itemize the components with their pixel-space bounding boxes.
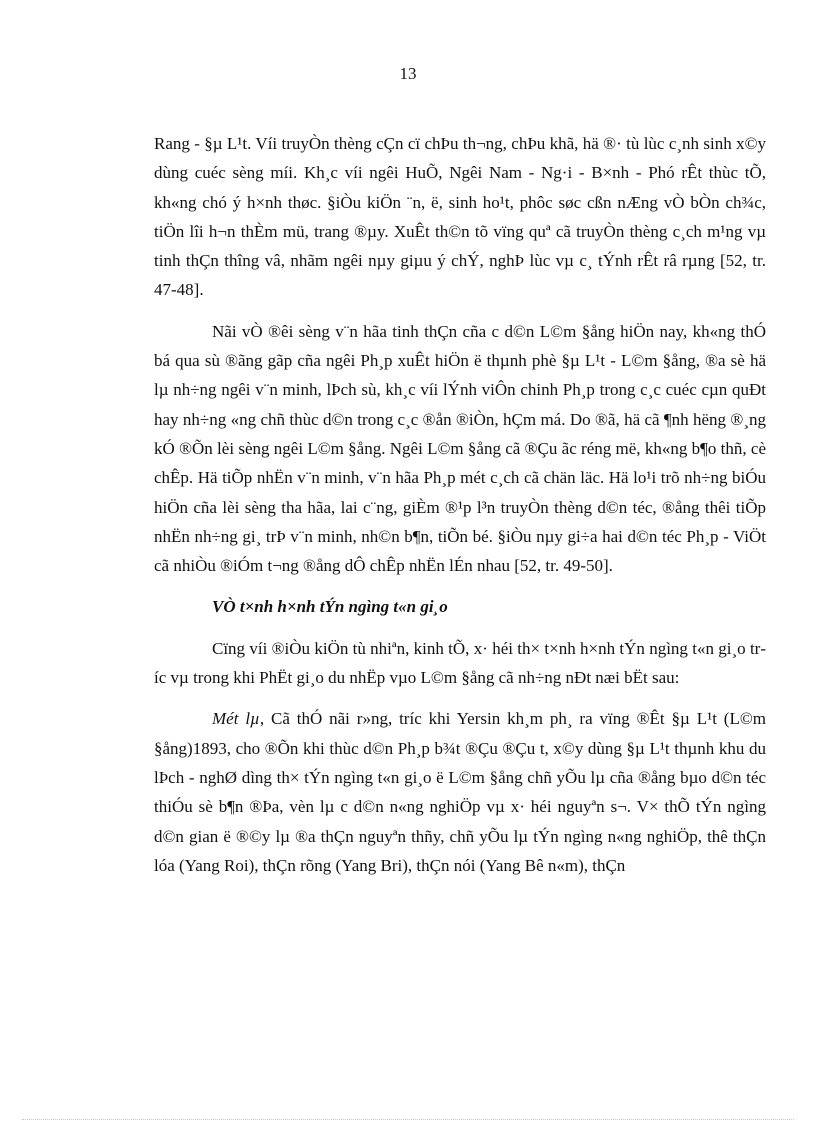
paragraph: Cïng víi ®iÒu kiÖn tù nhiªn, kinh tÕ, x· héi th× t×nh h×nh tÝn ngìng t«n gi¸o tríc vµ trong khi PhËt gi¸o du nhËp vµo L©m §ång cã nh÷ng nÐt næi bËt sau: bbox=[154, 638, 766, 688]
page-number: 13 bbox=[399, 64, 417, 83]
paragraph-lead-italic: Mét lµ bbox=[212, 709, 260, 729]
paragraph-text: , Cã thÓ nãi r»ng, tríc khi Yersin kh¸m ph¸ ra vïng ®Êt §µ L¹t (L©m §ång)1893, cho ®Õn khi thùc d©n Ph¸p b¾t ®Çu ®Çu t, x©y dùng §µ L¹t thµnh khu du lÞch - nghØ dìng th× tÝn ngìng t«n gi¸o ë L©m §ång chñ yÕu lµ cña ®ång bµo d©n téc thiÓu sè b¶n ®Þa, vèn lµ c d©n n«ng nghiÖp vµ x· héi nguyªn s¬. V× thÕ tÝn ngìng d©n gian ë ®©y lµ ®a thÇn nguyªn thñy, chñ yÕu lµ tÝn ngìng n«ng nghiÖp, thê thÇn lóa (Yang Roi), thÇn rõng (Yang Bri), thÇn nói (Yang Bê n«m), thÇn bbox=[154, 709, 766, 875]
paragraph: Nãi vÒ ®êi sèng v¨n hãa tinh thÇn cña c d©n L©m §ång hiÖn nay, kh«ng thÓ bá qua sù ®ãng gãp cña ngêi Ph¸p xuÊt hiÖn ë thµnh phè §µ L¹t - L©m §ång, ®a sè hä lµ nh÷ng ngêi v¨n minh, lÞch sù, kh¸c víi lÝnh viÔn chinh Ph¸p trong c¸c cuéc cµn quÐt hay nh÷ng «ng chñ thùc d©n trong c¸c ®ån ®iÒn, hÇm má. Do ®ã, hä cã ¶nh hëng ®¸ng kÓ ®Õn lèi sèng ngêi L©m §ång. Ngêi L©m §ång cã ®Çu ãc réng më, kh«ng b¶o thñ, cè chÊp. Hä tiÕp nhËn v¨n minh, v¨n hãa Ph¸p mét c¸ch cã chän läc. Hä lo¹i trõ nh÷ng biÓu hiÖn cña lèi sèng tha hãa, lai c¨ng, giÈm ®¹p l³n truyÒn thèng d©n téc, ®ång thêi tiÕp nhËn nh÷ng gi¸ trÞ v¨n minh, nh©n b¶n, tiÕn bé. §iÒu nµy gi÷a hai d©n téc Ph¸p - ViÖt cã nhiÒu ®iÓm t¬ng ®ång dÔ chÊp nhËn lÉn nhau [52, tr. 49-50]. bbox=[154, 321, 766, 576]
page-bottom-divider bbox=[22, 1119, 794, 1120]
paragraph bbox=[154, 704, 766, 880]
section-subheading: VÒ t×nh h×nh tÝn ngìng t«n gi¸o bbox=[212, 597, 448, 617]
paragraph-continued: Rang - §µ L¹t. Víi truyÒn thèng cÇn cï chÞu th¬ng, chÞu khã, hä ®· tù lùc c¸nh sinh x©y dùng cuéc sèng míi. Kh¸c víi ngêi HuÕ, Ngêi Nam - Ng·i - B×nh - Phó rÊt thùc tÕ, kh«ng chó ý h×nh thøc. §iÒu kiÖn ¨n, ë, sinh ho¹t, phôc søc cßn nÆng vÒ bÒn ch¾c, tiÖn lîi h¬n thÈm mü, trang ®µy. XuÊt th©n tõ vïng quª cã truyÒn thèng c¸ch m¹ng vµ tinh thÇn thîng vâ, nhãm ngêi nµy giµu ý chÝ, nghÞ lùc vµ c¸ tÝnh rÊt râ rµng [52, tr. 47-48]. bbox=[154, 134, 766, 300]
body-text bbox=[154, 129, 766, 892]
